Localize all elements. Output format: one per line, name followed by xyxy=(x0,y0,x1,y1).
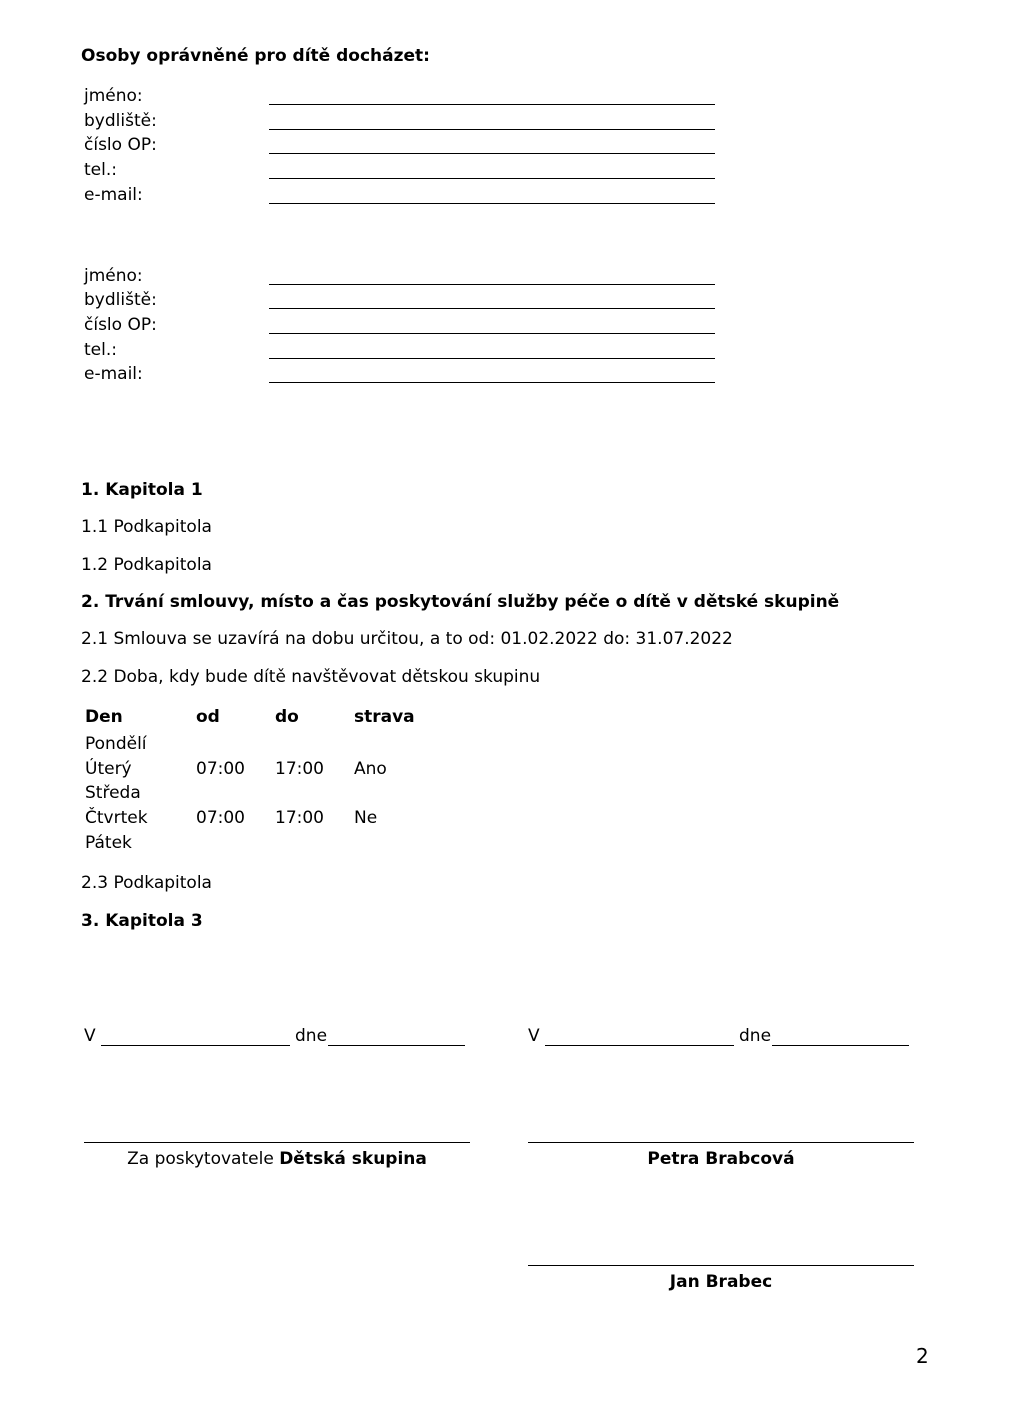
chapter-1-title: 1. Kapitola 1 xyxy=(81,480,203,500)
place-field[interactable] xyxy=(101,1045,290,1046)
schedule-meal: Ano xyxy=(354,759,387,779)
name-label: jméno: xyxy=(84,86,143,106)
parent2-name: Jan Brabec xyxy=(669,1272,773,1292)
email-field[interactable] xyxy=(269,203,715,204)
subchapter-2-3: 2.3 Podkapitola xyxy=(81,873,212,893)
date-field[interactable] xyxy=(772,1045,909,1046)
provider-prefix: Za poskytovatele xyxy=(127,1149,280,1169)
address-label: bydliště: xyxy=(84,111,157,131)
schedule-day: Úterý xyxy=(85,759,132,779)
id-card-field[interactable] xyxy=(269,153,715,154)
schedule-meal: Ne xyxy=(354,808,378,828)
id-card-field[interactable] xyxy=(269,333,715,334)
date-field[interactable] xyxy=(328,1045,465,1046)
provider-name: Dětská skupina xyxy=(279,1149,427,1169)
chapter-3-title: 3. Kapitola 3 xyxy=(81,911,203,931)
address-label: bydliště: xyxy=(84,290,157,310)
schedule-to: 17:00 xyxy=(275,808,324,828)
subchapter-1-2: 1.2 Podkapitola xyxy=(81,555,212,575)
schedule-day: Čtvrtek xyxy=(85,808,148,828)
place-prefix: V xyxy=(528,1026,540,1046)
schedule-day: Pondělí xyxy=(85,734,147,754)
phone-field[interactable] xyxy=(269,178,715,179)
name-label: jméno: xyxy=(84,266,143,286)
schedule-header-from: od xyxy=(196,707,220,727)
address-field[interactable] xyxy=(269,308,715,309)
subchapter-2-1: 2.1 Smlouva se uzavírá na dobu určitou, a to od: 01.02.2022 do: 31.07.2022 xyxy=(81,629,733,649)
provider-signature-caption xyxy=(84,1149,470,1169)
name-field[interactable] xyxy=(269,104,715,105)
place-field[interactable] xyxy=(545,1045,734,1046)
provider-signature-line[interactable] xyxy=(84,1142,470,1143)
schedule-from: 07:00 xyxy=(196,808,245,828)
parent1-name: Petra Brabcová xyxy=(647,1149,795,1169)
email-label: e-mail: xyxy=(84,364,143,384)
subchapter-1-1: 1.1 Podkapitola xyxy=(81,517,212,537)
place-prefix: V xyxy=(84,1026,96,1046)
id-card-label: číslo OP: xyxy=(84,135,157,155)
schedule-header-day: Den xyxy=(85,707,123,727)
address-field[interactable] xyxy=(269,129,715,130)
schedule-header-meal: strava xyxy=(354,707,415,727)
page-number: 2 xyxy=(916,1344,929,1368)
schedule-day: Středa xyxy=(85,783,141,803)
email-label: e-mail: xyxy=(84,185,143,205)
parent2-signature-line[interactable] xyxy=(528,1265,914,1266)
schedule-header-to: do xyxy=(275,707,299,727)
schedule-to: 17:00 xyxy=(275,759,324,779)
chapter-2-title: 2. Trvání smlouvy, místo a čas poskytování služby péče o dítě v dětské skupině xyxy=(81,592,840,612)
id-card-label: číslo OP: xyxy=(84,315,157,335)
schedule-from: 07:00 xyxy=(196,759,245,779)
subchapter-2-2: 2.2 Doba, kdy bude dítě navštěvovat dětskou skupinu xyxy=(81,667,541,687)
email-field[interactable] xyxy=(269,382,715,383)
name-field[interactable] xyxy=(269,284,715,285)
date-prefix: dne xyxy=(295,1026,328,1046)
authorized-persons-heading: Osoby oprávněné pro dítě docházet: xyxy=(81,46,430,66)
phone-label: tel.: xyxy=(84,160,117,180)
parent1-signature-line[interactable] xyxy=(528,1142,914,1143)
schedule-day: Pátek xyxy=(85,833,132,853)
phone-label: tel.: xyxy=(84,340,117,360)
date-prefix: dne xyxy=(739,1026,772,1046)
phone-field[interactable] xyxy=(269,358,715,359)
